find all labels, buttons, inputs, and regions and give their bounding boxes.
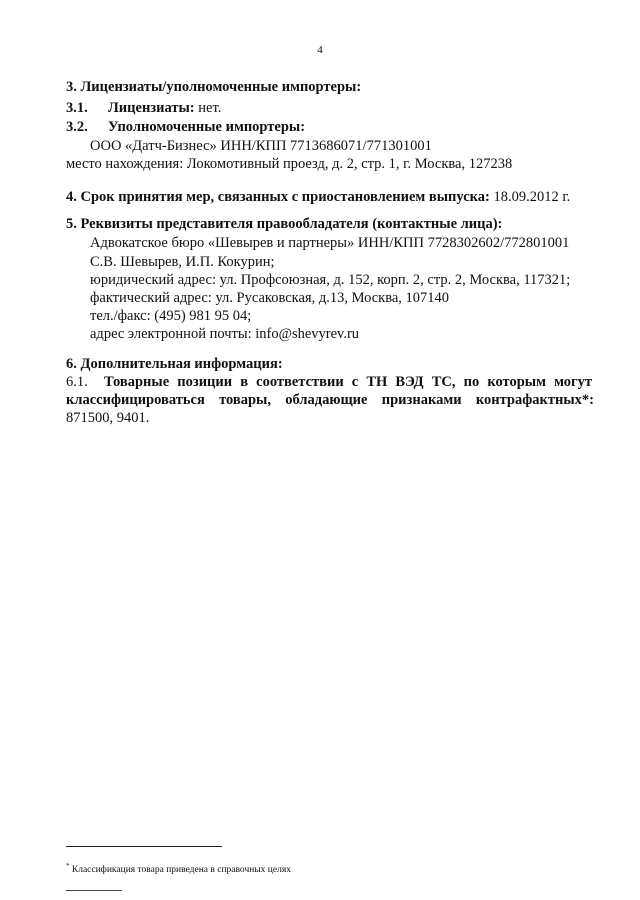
legal-address: юридический адрес: ул. Профсоюзная, д. 152, корп. 2, стр. 2, Москва, 117321; [90,272,571,288]
section-3-2 [66,118,305,136]
section-5-heading: 5. Реквизиты представителя правообладателя (контактные лица): [66,216,503,232]
footnote-divider [66,846,222,847]
section-6-1-title: Товарные позиции в соответствии с ТН ВЭД ТС, по которым могут [104,374,592,390]
section-4 [66,188,570,206]
actual-address: фактический адрес: ул. Русаковская, д.13, Москва, 107140 [90,290,450,306]
footnote-text: Классификация товара приведена в справочных целях [69,865,291,876]
section-4-value: 18.09.2012 г. [489,189,571,205]
importer-name: ООО «Датч-Бизнес» ИНН/КПП 7713686071/771301001 [90,138,432,154]
bottom-divider [66,890,122,891]
section-3-1 [66,99,221,117]
footnote-marker: * [66,862,70,870]
section-6-1-line-2: классифицироваться товары, обладающие признаками контрафактных*: [66,392,594,408]
section-3-2-label: Уполномоченные импортеры: [108,119,306,135]
section-6-heading: 6. Дополнительная информация: [66,356,283,372]
section-3-1-value: нет. [194,100,222,116]
importer-location: место нахождения: Локомотивный проезд, д. 2, стр. 1, г. Москва, 127238 [66,156,513,172]
phone-fax: тел./факс: (495) 981 95 04; [90,308,252,324]
section-6-1-line-1 [66,373,594,391]
section-3-1-label: Лицензиаты: [108,100,195,116]
section-6-1-number: 6.1. [66,374,88,390]
section-3-1-number: 3.1. [66,100,88,116]
representative-firm: Адвокатское бюро «Шевырев и партнеры» ИНН/КПП 7728302602/772801001 [90,235,570,251]
section-3-2-number: 3.2. [66,119,88,135]
email-address: адрес электронной почты: info@shevyrev.ru [90,326,360,342]
footnote [66,862,291,875]
section-4-heading: 4. Срок принятия мер, связанных с приостановлением выпуска: [66,189,490,205]
page-number: 4 [317,44,323,56]
representative-persons: С.В. Шевырев, И.П. Кокурин; [90,254,275,270]
section-6-1-codes: 871500, 9401. [66,410,150,426]
section-3-heading: 3. Лицензиаты/уполномоченные импортеры: [66,79,362,95]
